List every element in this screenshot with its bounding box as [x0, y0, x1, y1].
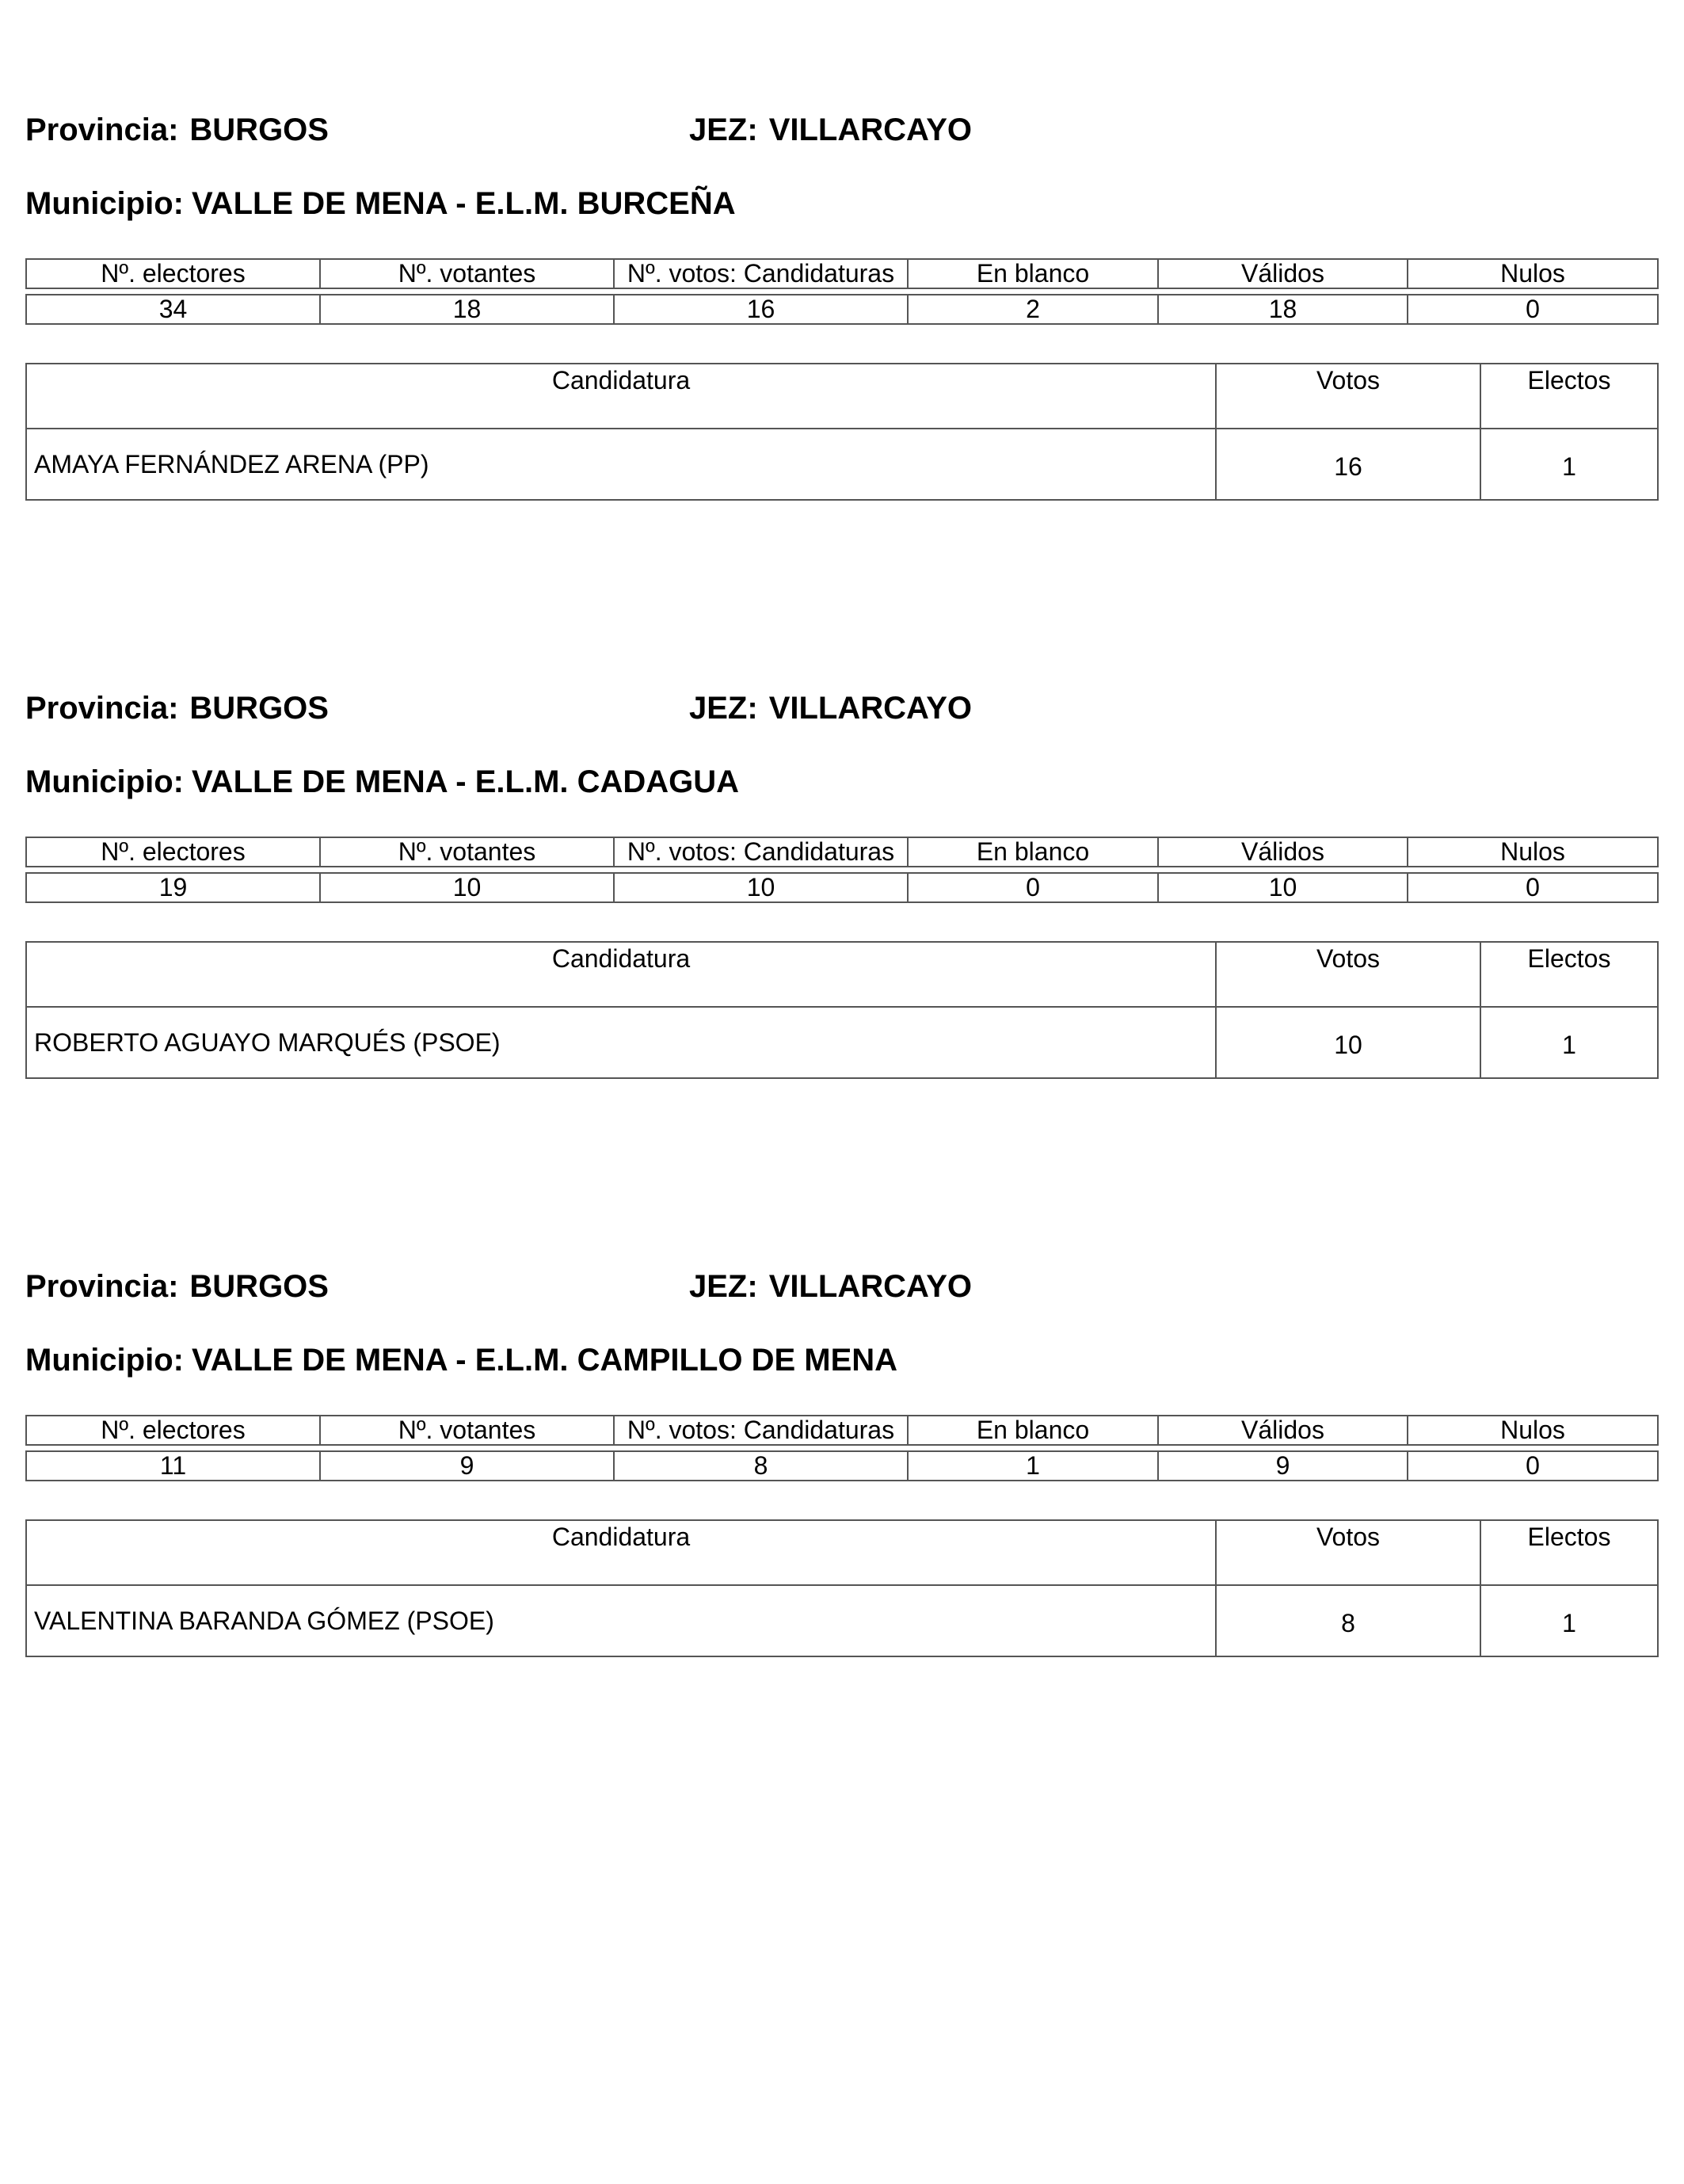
candidatura-electos: 1 — [1480, 429, 1658, 500]
stats-header-en-blanco: En blanco — [908, 259, 1158, 288]
candidatura-electos: 1 — [1480, 1007, 1658, 1078]
stats-value-votos-candidaturas: 8 — [614, 1451, 908, 1481]
municipio-value: VALLE DE MENA - E.L.M. CADAGUA — [191, 764, 740, 799]
stats-value-en-blanco: 1 — [908, 1451, 1158, 1481]
candidatura-header: Candidatura — [26, 942, 1216, 1007]
electos-header: Electos — [1480, 364, 1658, 429]
stats-value-votos-candidaturas: 16 — [614, 295, 908, 324]
candidatura-header: Candidatura — [26, 364, 1216, 429]
stats-value-row — [26, 1451, 1658, 1481]
provincia-label: Provincia: — [25, 112, 179, 147]
provincia-value: BURGOS — [189, 112, 329, 147]
stats-header-validos: Válidos — [1158, 259, 1408, 288]
stats-value-electores: 19 — [26, 873, 320, 902]
municipio-line — [25, 1343, 897, 1378]
stats-header-row — [26, 259, 1658, 288]
stats-header-votantes: Nº. votantes — [320, 259, 614, 288]
candidatura-header-row — [26, 1520, 1658, 1585]
candidatura-votos: 10 — [1216, 1007, 1480, 1078]
candidatura-name: VALENTINA BARANDA GÓMEZ (PSOE) — [26, 1585, 1216, 1656]
stats-header-votos-candidaturas: Nº. votos: Candidaturas — [614, 1416, 908, 1445]
stats-value-votantes: 18 — [320, 295, 614, 324]
votos-header: Votos — [1216, 364, 1480, 429]
municipio-label: Municipio: — [25, 1343, 184, 1378]
municipio-line — [25, 764, 739, 800]
stats-value-votantes: 9 — [320, 1451, 614, 1481]
candidatura-name: AMAYA FERNÁNDEZ ARENA (PP) — [26, 429, 1216, 500]
municipio-value: VALLE DE MENA - E.L.M. CAMPILLO DE MENA — [191, 1343, 898, 1378]
candidatura-table — [25, 363, 1659, 501]
stats-table — [25, 258, 1659, 325]
jez-value: VILLARCAYO — [768, 112, 973, 147]
stats-value-electores: 11 — [26, 1451, 320, 1481]
stats-header-nulos: Nulos — [1408, 259, 1658, 288]
jez-line — [689, 691, 972, 726]
candidatura-row — [26, 1007, 1658, 1078]
candidatura-name: ROBERTO AGUAYO MARQUÉS (PSOE) — [26, 1007, 1216, 1078]
stats-header-en-blanco: En blanco — [908, 837, 1158, 867]
votos-header: Votos — [1216, 1520, 1480, 1585]
candidatura-row — [26, 429, 1658, 500]
candidatura-electos: 1 — [1480, 1585, 1658, 1656]
stats-header-votos-candidaturas: Nº. votos: Candidaturas — [614, 837, 908, 867]
electos-header: Electos — [1480, 942, 1658, 1007]
stats-header-nulos: Nulos — [1408, 1416, 1658, 1445]
stats-header-electores: Nº. electores — [26, 837, 320, 867]
stats-value-en-blanco: 2 — [908, 295, 1158, 324]
candidatura-votos: 16 — [1216, 429, 1480, 500]
municipio-value: VALLE DE MENA - E.L.M. BURCEÑA — [191, 186, 736, 221]
stats-value-validos: 9 — [1158, 1451, 1408, 1481]
candidatura-table — [25, 941, 1659, 1079]
stats-value-nulos: 0 — [1408, 1451, 1658, 1481]
provincia-line — [25, 112, 329, 148]
stats-value-validos: 18 — [1158, 295, 1408, 324]
municipio-line — [25, 186, 736, 222]
stats-value-row — [26, 295, 1658, 324]
municipio-label: Municipio: — [25, 186, 184, 221]
stats-header-electores: Nº. electores — [26, 1416, 320, 1445]
jez-line — [689, 112, 972, 148]
stats-value-nulos: 0 — [1408, 873, 1658, 902]
stats-header-electores: Nº. electores — [26, 259, 320, 288]
stats-header-votantes: Nº. votantes — [320, 837, 614, 867]
stats-table — [25, 1415, 1659, 1481]
provincia-line — [25, 1269, 329, 1305]
stats-header-row — [26, 1416, 1658, 1445]
jez-label: JEZ: — [689, 691, 758, 726]
stats-table — [25, 837, 1659, 903]
stats-value-nulos: 0 — [1408, 295, 1658, 324]
electos-header: Electos — [1480, 1520, 1658, 1585]
stats-value-row — [26, 873, 1658, 902]
jez-value: VILLARCAYO — [768, 691, 973, 726]
provincia-label: Provincia: — [25, 691, 179, 726]
stats-header-row — [26, 837, 1658, 867]
stats-header-votantes: Nº. votantes — [320, 1416, 614, 1445]
stats-value-electores: 34 — [26, 295, 320, 324]
candidatura-header-row — [26, 942, 1658, 1007]
jez-label: JEZ: — [689, 112, 758, 147]
jez-label: JEZ: — [689, 1269, 758, 1304]
provincia-value: BURGOS — [189, 1269, 329, 1304]
stats-value-votos-candidaturas: 10 — [614, 873, 908, 902]
jez-value: VILLARCAYO — [768, 1269, 973, 1304]
stats-header-validos: Válidos — [1158, 1416, 1408, 1445]
stats-header-en-blanco: En blanco — [908, 1416, 1158, 1445]
stats-value-validos: 10 — [1158, 873, 1408, 902]
votos-header: Votos — [1216, 942, 1480, 1007]
jez-line — [689, 1269, 972, 1305]
stats-header-votos-candidaturas: Nº. votos: Candidaturas — [614, 259, 908, 288]
provincia-line — [25, 691, 329, 726]
stats-header-nulos: Nulos — [1408, 837, 1658, 867]
municipio-label: Municipio: — [25, 764, 184, 799]
candidatura-table — [25, 1519, 1659, 1657]
stats-value-votantes: 10 — [320, 873, 614, 902]
stats-value-en-blanco: 0 — [908, 873, 1158, 902]
candidatura-header-row — [26, 364, 1658, 429]
stats-header-validos: Válidos — [1158, 837, 1408, 867]
candidatura-header: Candidatura — [26, 1520, 1216, 1585]
provincia-label: Provincia: — [25, 1269, 179, 1304]
candidatura-row — [26, 1585, 1658, 1656]
provincia-value: BURGOS — [189, 691, 329, 726]
candidatura-votos: 8 — [1216, 1585, 1480, 1656]
